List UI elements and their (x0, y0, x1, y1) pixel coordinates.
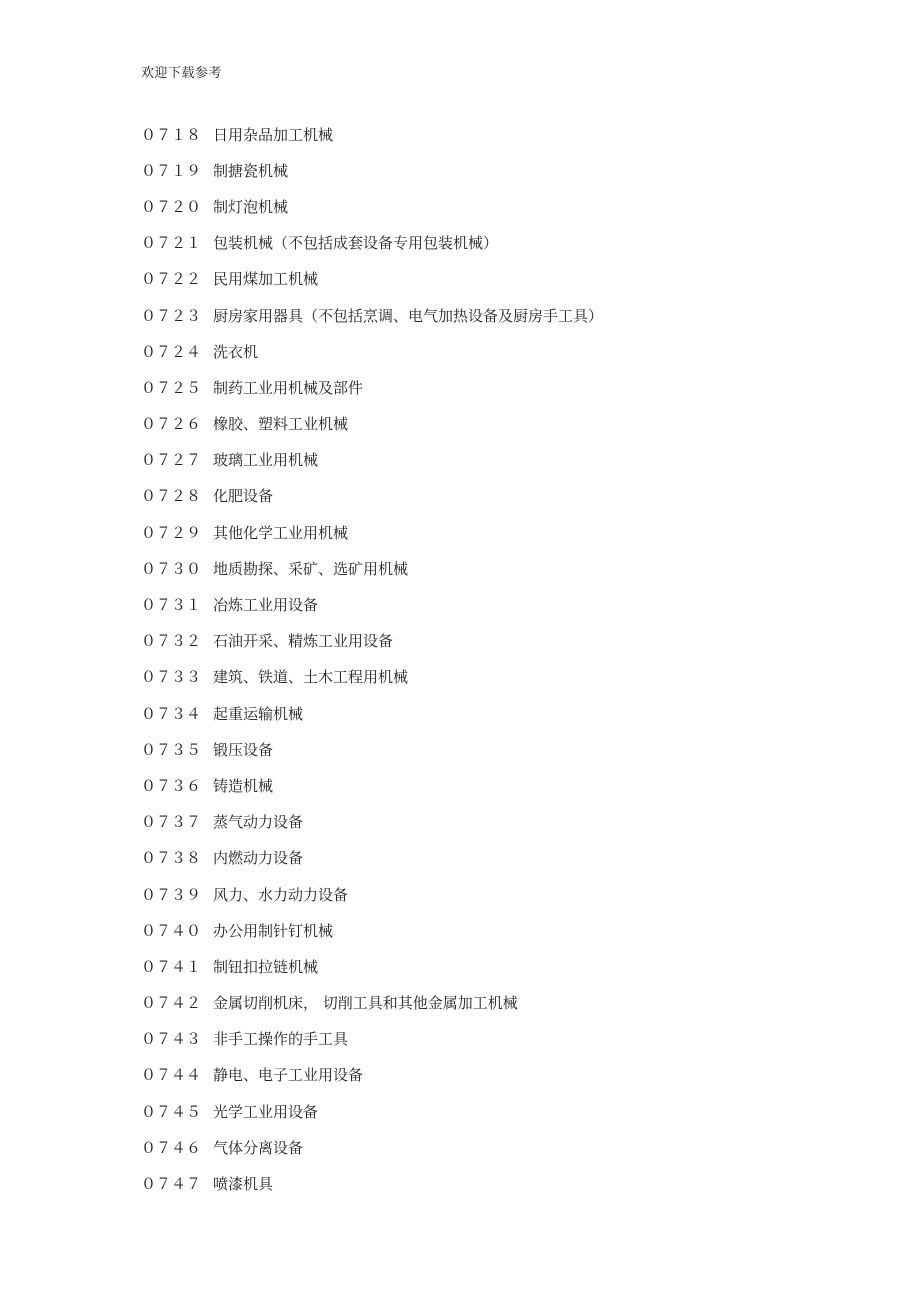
item-code: ０７２５ (141, 378, 202, 397)
list-item (141, 695, 603, 731)
item-name: 洗衣机 (213, 342, 259, 361)
list-item (141, 586, 603, 622)
list-item (141, 116, 603, 152)
item-name: 制药工业用机械及部件 (213, 378, 364, 397)
item-code: ０７３４ (141, 704, 202, 723)
item-name: 光学工业用设备 (213, 1102, 319, 1121)
item-code: ０７４３ (141, 1030, 202, 1049)
item-code: ０７２４ (141, 342, 202, 361)
item-code: ０７４５ (141, 1102, 202, 1121)
item-name: 橡胶、塑料工业机械 (213, 415, 349, 434)
item-name: 玻璃工业用机械 (213, 451, 319, 470)
item-code: ０７３７ (141, 813, 202, 832)
item-name: 地质勘探、采矿、选矿用机械 (213, 559, 409, 578)
list-item (141, 985, 603, 1021)
list-item (141, 369, 603, 405)
item-code: ０７３５ (141, 740, 202, 759)
list-item (141, 804, 603, 840)
item-code: ０７４６ (141, 1138, 202, 1157)
list-item (141, 225, 603, 261)
list-item (141, 731, 603, 767)
list-item (141, 550, 603, 586)
item-code: ０７２３ (141, 306, 202, 325)
item-name: 包装机械（不包括成套设备专用包装机械） (213, 234, 499, 253)
item-code: ０７２７ (141, 451, 202, 470)
item-code: ０７３０ (141, 559, 202, 578)
list-item (141, 1165, 603, 1201)
item-code: ０７４７ (141, 1175, 202, 1194)
list-item (141, 659, 603, 695)
list-item (141, 261, 603, 297)
item-name: 化肥设备 (213, 487, 274, 506)
item-name: 冶炼工业用设备 (213, 596, 319, 615)
item-name: 金属切削机床， 切削工具和其他金属加工机械 (213, 994, 518, 1013)
item-code: ０７２１ (141, 234, 202, 253)
item-name: 石油开采、精炼工业用设备 (213, 632, 394, 651)
list-item (141, 1021, 603, 1057)
list-item (141, 442, 603, 478)
list-item (141, 840, 603, 876)
list-item (141, 912, 603, 948)
item-name: 制灯泡机械 (213, 197, 289, 216)
list-item (141, 333, 603, 369)
item-name: 日用杂品加工机械 (213, 125, 334, 144)
item-name: 喷漆机具 (213, 1175, 274, 1194)
classification-list (141, 116, 603, 1202)
item-name: 厨房家用器具（不包括烹调、电气加热设备及厨房手工具） (213, 306, 604, 325)
item-code: ０７４４ (141, 1066, 202, 1085)
page-header: 欢迎下载参考 (141, 66, 223, 81)
item-name: 蒸气动力设备 (213, 813, 304, 832)
item-name: 建筑、铁道、土木工程用机械 (213, 668, 409, 687)
list-item (141, 876, 603, 912)
list-item (141, 188, 603, 224)
item-code: ０７２８ (141, 487, 202, 506)
list-item (141, 152, 603, 188)
item-code: ０７２２ (141, 270, 202, 289)
item-code: ０７３９ (141, 885, 202, 904)
item-name: 铸造机械 (213, 776, 274, 795)
item-name: 民用煤加工机械 (213, 270, 319, 289)
item-code: ０７１９ (141, 161, 202, 180)
item-code: ０７４０ (141, 921, 202, 940)
list-item (141, 406, 603, 442)
item-code: ０７２６ (141, 415, 202, 434)
item-code: ０７３１ (141, 596, 202, 615)
list-item (141, 478, 603, 514)
item-name: 起重运输机械 (213, 704, 304, 723)
list-item (141, 1093, 603, 1129)
item-name: 风力、水力动力设备 (213, 885, 349, 904)
item-name: 制钮扣拉链机械 (213, 957, 319, 976)
item-code: ０７２０ (141, 197, 202, 216)
item-code: ０７１８ (141, 125, 202, 144)
list-item (141, 514, 603, 550)
item-code: ０７４１ (141, 957, 202, 976)
item-code: ０７３６ (141, 776, 202, 795)
item-name: 内燃动力设备 (213, 849, 304, 868)
list-item (141, 767, 603, 803)
item-code: ０７３８ (141, 849, 202, 868)
item-code: ０７３２ (141, 632, 202, 651)
item-code: ０７３３ (141, 668, 202, 687)
list-item (141, 1129, 603, 1165)
item-name: 静电、电子工业用设备 (213, 1066, 364, 1085)
item-name: 非手工操作的手工具 (213, 1030, 349, 1049)
list-item (141, 623, 603, 659)
item-name: 锻压设备 (213, 740, 274, 759)
list-item (141, 297, 603, 333)
item-name: 制搪瓷机械 (213, 161, 289, 180)
item-name: 其他化学工业用机械 (213, 523, 349, 542)
item-name: 办公用制针钉机械 (213, 921, 334, 940)
item-code: ０７２９ (141, 523, 202, 542)
list-item (141, 948, 603, 984)
item-name: 气体分离设备 (213, 1138, 304, 1157)
item-code: ０７４２ (141, 994, 202, 1013)
list-item (141, 1057, 603, 1093)
